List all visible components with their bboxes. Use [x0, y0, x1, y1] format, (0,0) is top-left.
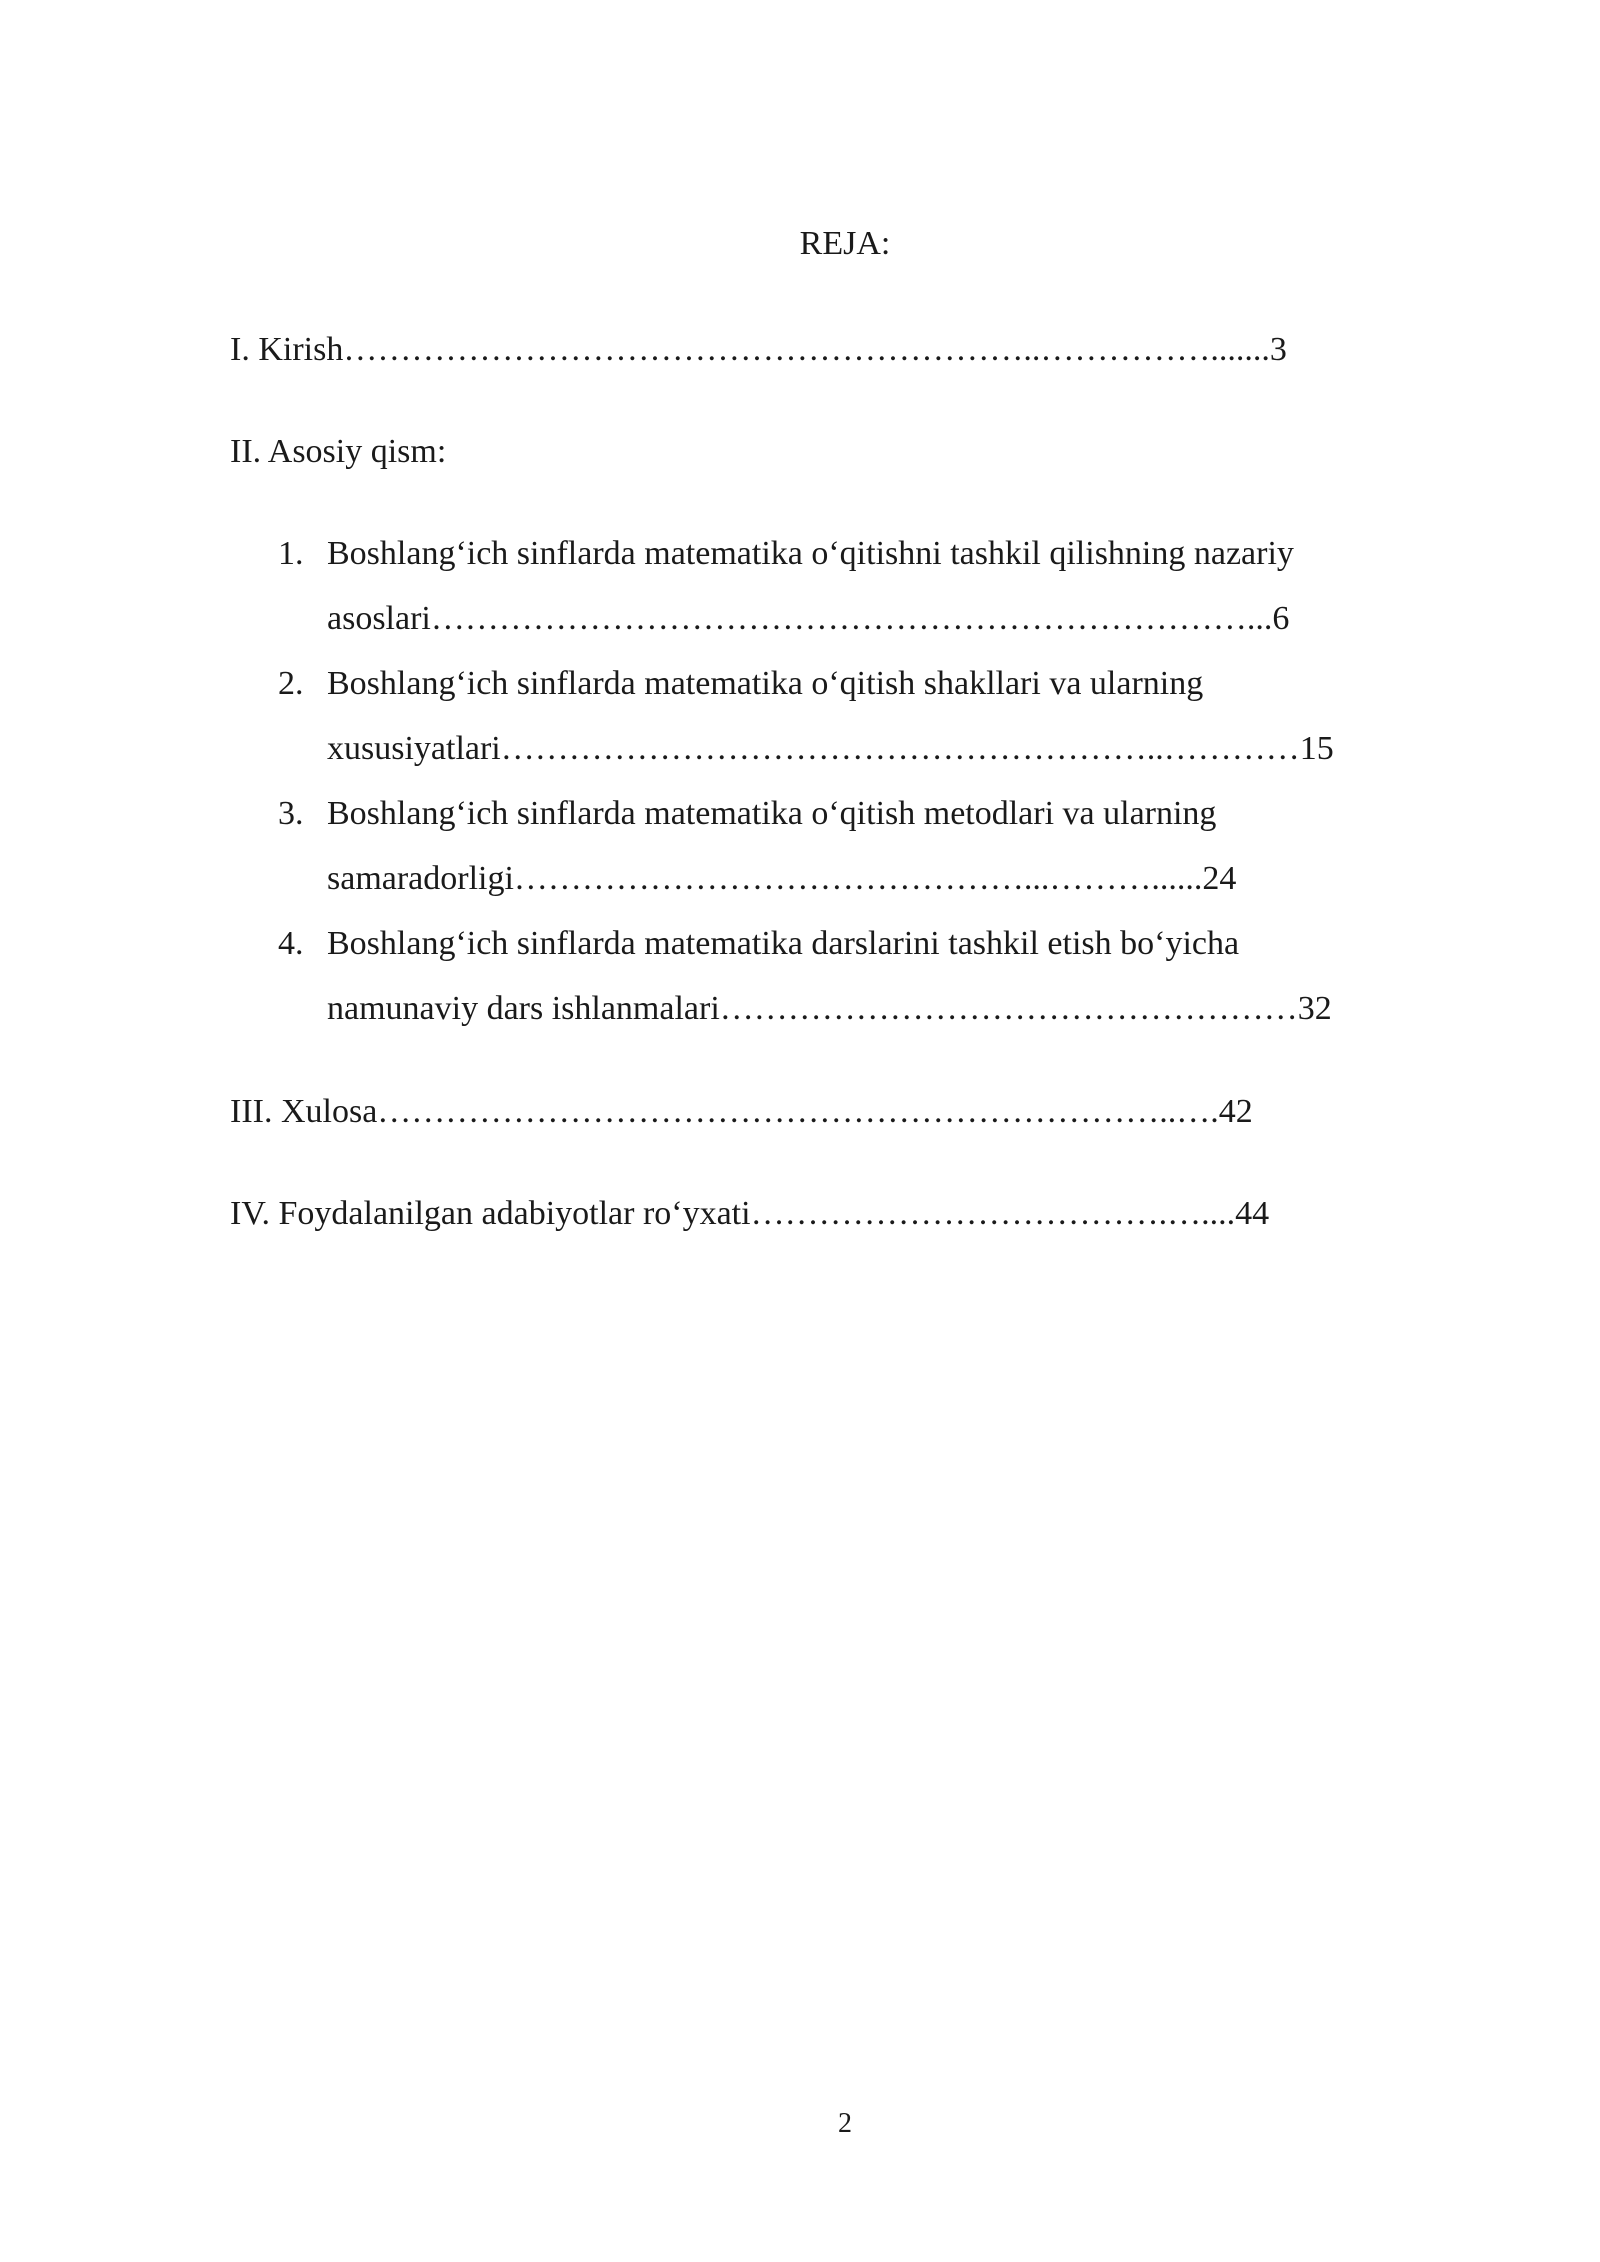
page-title: REJA:: [799, 225, 891, 262]
toc-entry-main-part: II. Asosiy qism:: [230, 433, 447, 470]
toc-subsection-title: Boshlang‘ich sinflarda matematika o‘qitish metodlari va ularning: [327, 795, 1217, 832]
toc-subsection-title-continuation: xususiyatlari…………………………………………………..…………15: [327, 730, 1334, 767]
toc-entry-intro: I. Kirish……………………………………………………..…………….......3: [230, 331, 1287, 368]
toc-subsection-title: Boshlang‘ich sinflarda matematika o‘qitishni tashkil qilishning nazariy: [327, 535, 1294, 572]
toc-entry-conclusion: III. Xulosa……………………………………………………………..….42: [230, 1093, 1253, 1130]
page-number: 2: [838, 2108, 852, 2139]
toc-subsection-title: Boshlang‘ich sinflarda matematika darslarini tashkil etish bo‘yicha: [327, 925, 1240, 962]
toc-subsection-title-continuation: namunaviy dars ishlanmalari……………………………………………32: [327, 990, 1332, 1027]
toc-subsection-number: 3.: [278, 795, 304, 832]
toc-subsection-title: Boshlang‘ich sinflarda matematika o‘qitish shakllari va ularning: [327, 665, 1204, 702]
toc-subsection-title-continuation: asoslari………………………………………………………………...6: [327, 600, 1290, 637]
toc-subsection-title-continuation: samaradorligi………………………………………...………......24: [327, 860, 1237, 897]
toc-entry-references: IV. Foydalanilgan adabiyotlar ro‘yxati……………………………….…....44: [230, 1195, 1270, 1232]
toc-subsection-number: 2.: [278, 665, 304, 702]
toc-subsection-number: 1.: [278, 535, 304, 572]
toc-subsection-number: 4.: [278, 925, 304, 962]
